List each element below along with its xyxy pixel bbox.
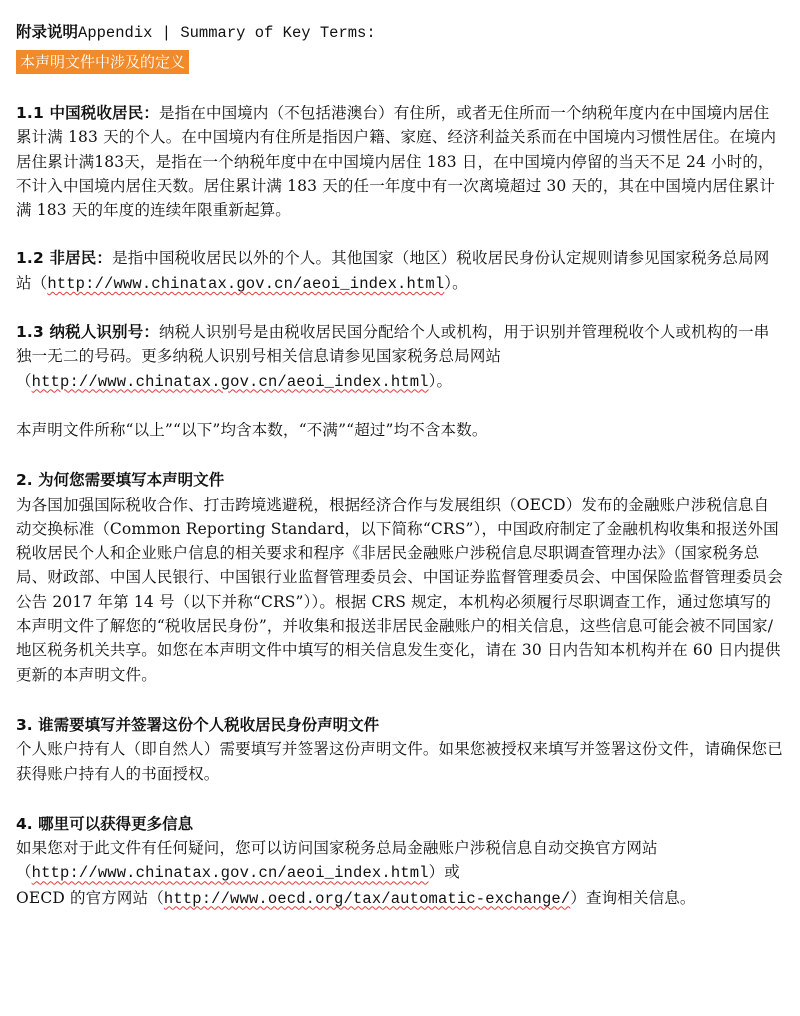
term-1-3-text: 纳税人识别号是由税收居民国分配给个人或机构，用于识别并管理税收个人或机构的一串独一无二的号码。更多纳税人识别号相关信息请参见国家税务总局网站（: [16, 323, 770, 390]
chinatax-link-1[interactable]: http://www.chinatax.gov.cn/aeoi_index.html: [47, 274, 445, 293]
term-1-1-paragraph: [16, 101, 784, 222]
inclusive-note: 本声明文件所称“以上”“以下”均含本数，“不满”“超过”均不含本数。: [16, 420, 488, 439]
appendix-title-en: Appendix | Summary of Key Terms:: [78, 24, 376, 42]
term-1-3-paragraph: [16, 320, 784, 394]
term-1-2-text-end: ）。: [444, 273, 468, 292]
appendix-header: [16, 20, 784, 44]
section-2-title: 2. 为何您需要填写本声明文件: [16, 471, 225, 490]
definitions-banner: 本声明文件中涉及的定义: [16, 50, 189, 74]
section-2-text: 为各国加强国际税收合作、打击跨境逃避税，根据经济合作与发展组织（OECD）发布的金融账户涉税信息自动交换标准（Common Reporting Standard，以下简称“CRS”），中国政府制定了金融机构收集和报送外国税收居民个人和企业账户信息的相关要求和程序《非居民金融账户涉税信息尽职调查管理办法》（国家税务总局、财政部、中国人民银行、中国银行业监督管理委员会、中国证券监督管理委员会、中国保险监督管理委员会公告 2017 年第 14 号（以下并称“CRS”））。根据 CRS 规定，本机构必须履行尽职调查工作，通过您填写的本声明文件了解您的“税收居民身份”，并收集和报送非居民金融账户的相关信息，这些信息可能会被不同国家/地区税务机关共享。如您在本声明文件中填写的相关信息发生变化，请在 30 日内告知本机构并在 60 日内提供更新的本声明文件。: [16, 495, 783, 684]
section-4-oecd-text: OECD 的官方网站（: [16, 888, 164, 907]
term-1-1-label: 1.1 中国税收居民：: [16, 104, 160, 122]
appendix-title-zh: 附录说明: [16, 23, 79, 41]
term-1-3-label: 1.3 纳税人识别号：: [16, 323, 160, 342]
term-1-2-text: 是指中国税收居民以外的个人。其他国家（地区）税收居民身份认定规则请参见国家税务总局网站（: [16, 249, 770, 292]
term-1-2-paragraph: [16, 246, 784, 296]
section-3-text: 个人账户持有人（即自然人）需要填写并签署这份声明文件。如果您被授权来填写并签署这份文件，请确保您已获得账户持有人的书面授权。: [16, 740, 783, 783]
term-1-2-label: 1.2 非居民：: [16, 249, 113, 268]
section-4-line-3: [16, 886, 784, 911]
section-4-title: 4. 哪里可以获得更多信息: [16, 814, 194, 833]
section-4-line-2: [16, 860, 784, 885]
chinatax-link-2[interactable]: http://www.chinatax.gov.cn/aeoi_index.html: [31, 372, 429, 391]
oecd-link[interactable]: http://www.oecd.org/tax/automatic-exchange/: [163, 889, 571, 908]
section-4-paren-open: （: [16, 863, 32, 882]
section-4-paren-close: ）或: [428, 863, 460, 882]
section-3-title: 3. 谁需要填写并签署这份个人税收居民身份声明文件: [16, 715, 380, 734]
chinatax-link-3[interactable]: http://www.chinatax.gov.cn/aeoi_index.html: [31, 864, 429, 883]
section-4-line-1: 如果您对于此文件有任何疑问，您可以访问国家税务总局金融账户涉税信息自动交换官方网站: [16, 839, 658, 858]
term-1-3-text-end: ）。: [428, 371, 453, 390]
section-4-end-text: ）查询相关信息。: [570, 888, 696, 907]
term-1-1-text: 是指在中国境内（不包括港澳台）有住所，或者无住所而一个纳税年度内在中国境内居住累计满 183 天的个人。在中国境内有住所是指因户籍、家庭、经济利益关系而在中国境内习惯性居住。在境内居住累计满183天，是指在一个纳税年度中在中国境内居住 183 日，在中国境内停留的当天不足 24 小时的，不计入中国境内居住天数。居住累计满 183 天的任一年度中有一次离境超过 30 天的，其在中国境内居住累计满 183 天的年度的连续年限重新起算。: [16, 104, 777, 220]
